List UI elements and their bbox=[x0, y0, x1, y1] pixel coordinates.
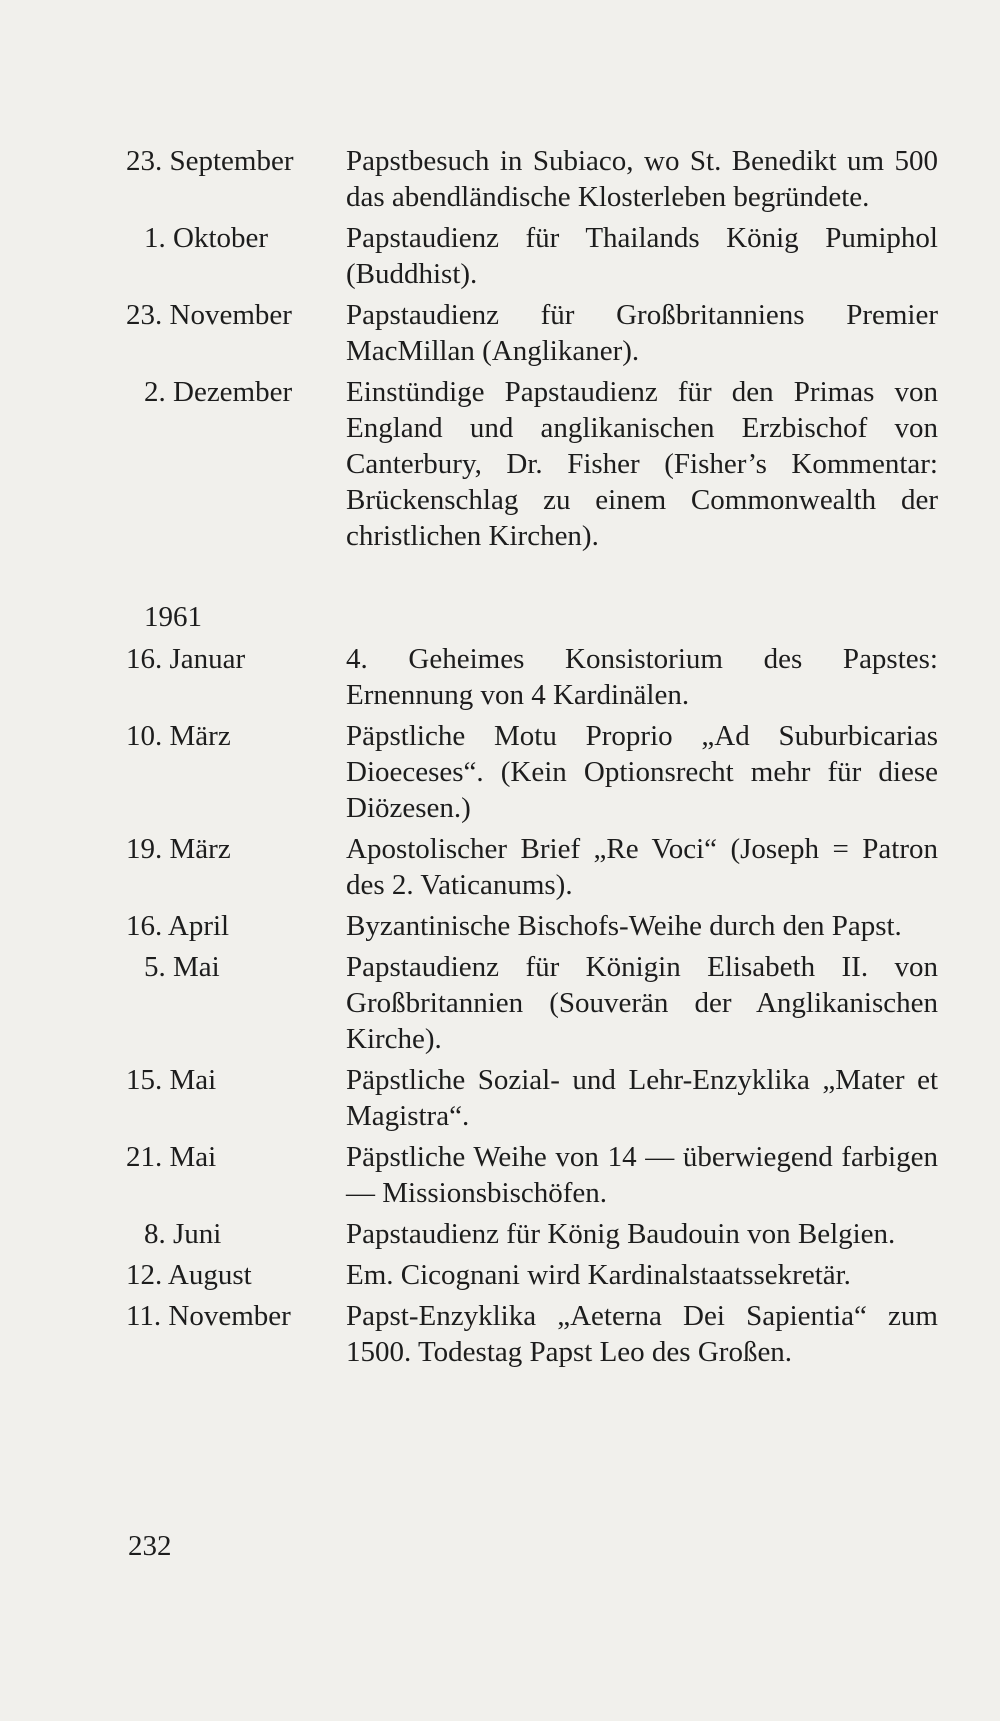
chronology-entry bbox=[126, 1216, 938, 1257]
entry-text: Apostolischer Brief „Re Voci“ (Joseph = Patron des 2. Vaticanums). bbox=[346, 833, 938, 901]
year-heading: 1961 bbox=[144, 601, 202, 633]
entry-text: Päpstliche Weihe von 14 — überwiegend farbigen — Missionsbischöfen. bbox=[346, 1141, 938, 1209]
entry-date: 23. September bbox=[126, 145, 294, 177]
entry-date: 5. Mai bbox=[144, 951, 220, 983]
entry-text: Papstaudienz für Thailands König Pumiphol (Buddhist). bbox=[346, 222, 938, 290]
entry-date: 2. Dezember bbox=[144, 376, 293, 408]
chronology-entry bbox=[126, 1298, 938, 1375]
entry-date: 1. Oktober bbox=[144, 222, 269, 254]
chronology-entry bbox=[126, 1257, 938, 1298]
chronology-entry bbox=[126, 949, 938, 1062]
entry-date: 16. Januar bbox=[126, 643, 246, 675]
chronology-entry bbox=[126, 831, 938, 908]
chronology-entry bbox=[126, 1062, 938, 1139]
chronology-entry bbox=[126, 641, 938, 718]
entry-date: 23. November bbox=[126, 299, 292, 331]
entry-text: Papstaudienz für König Baudouin von Belgien. bbox=[346, 1218, 896, 1250]
chronology-list bbox=[126, 143, 938, 1375]
entry-text: Em. Cicognani wird Kardinalstaatssekretär. bbox=[346, 1259, 851, 1291]
page-number: 232 bbox=[128, 1530, 172, 1562]
entry-text: Papstbesuch in Subiaco, wo St. Benedikt um 500 das abendländische Klosterleben begründete. bbox=[346, 145, 938, 213]
chronology-entry bbox=[126, 143, 938, 220]
entry-date: 12. August bbox=[126, 1259, 252, 1291]
entry-text: Einstündige Papstaudienz für den Primas von England und anglikanischen Erzbischof von Canterbury, Dr. Fisher (Fisher’s Kommentar: Brückenschlag zu einem Commonwealth der christlichen Kirchen). bbox=[346, 376, 938, 552]
chronology-entry bbox=[126, 220, 938, 297]
entry-date: 15. Mai bbox=[126, 1064, 217, 1096]
chronology-entry bbox=[126, 1139, 938, 1216]
entry-text: Byzantinische Bischofs-Weihe durch den Papst. bbox=[346, 910, 902, 942]
entry-date: 16. April bbox=[126, 910, 230, 942]
chronology-entry bbox=[126, 297, 938, 374]
chronology-entry bbox=[126, 718, 938, 831]
entry-text: 4. Geheimes Konsistorium des Papstes: Ernennung von 4 Kardinälen. bbox=[346, 643, 938, 711]
entry-date: 19. März bbox=[126, 833, 231, 865]
entry-date: 11. November bbox=[126, 1300, 291, 1332]
entry-text: Päpstliche Motu Proprio „Ad Suburbicarias Dioeceses“. (Kein Optionsrecht mehr für diese Diözesen.) bbox=[346, 720, 938, 824]
entry-date: 21. Mai bbox=[126, 1141, 217, 1173]
chronology-entry bbox=[126, 908, 938, 949]
entry-text: Papst-Enzyklika „Aeterna Dei Sapientia“ zum 1500. Todestag Papst Leo des Großen. bbox=[346, 1300, 938, 1368]
entry-text: Päpstliche Sozial- und Lehr-Enzyklika „Mater et Magistra“. bbox=[346, 1064, 938, 1132]
entry-text: Papstaudienz für Königin Elisabeth II. von Großbritannien (Souverän der Anglikanischen Kirche). bbox=[346, 951, 938, 1055]
entry-text: Papstaudienz für Großbritanniens Premier MacMillan (Anglikaner). bbox=[346, 299, 938, 367]
entry-date: 8. Juni bbox=[144, 1218, 222, 1250]
chronology-entry bbox=[126, 374, 938, 559]
entry-date: 10. März bbox=[126, 720, 231, 752]
